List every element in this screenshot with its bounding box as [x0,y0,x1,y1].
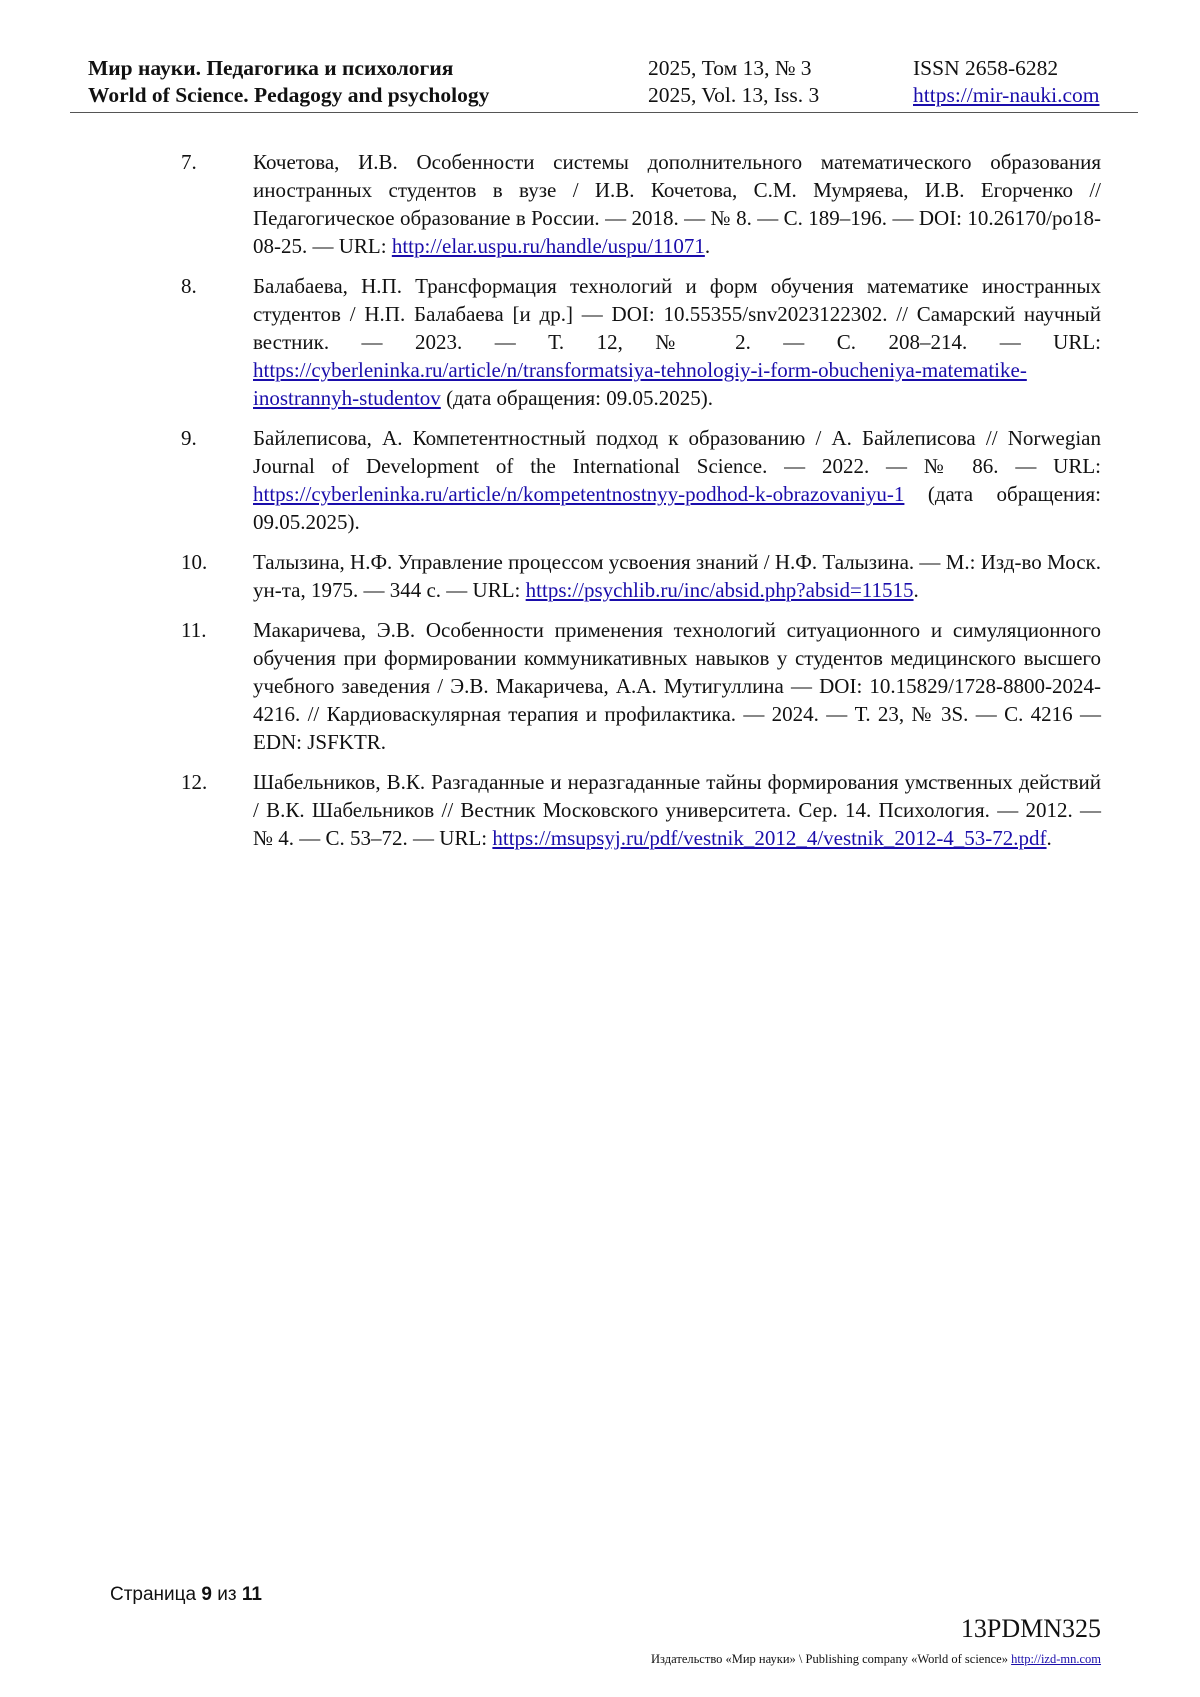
reference-item [0,548,1200,604]
article-code: 13PDMN325 [960,1614,1101,1643]
journal-site-link[interactable]: https://mir-nauki.com [913,83,1100,107]
reference-text [253,272,1101,412]
reference-item [0,768,1200,852]
reference-text [253,616,1101,756]
reference-item [0,148,1200,260]
issue-info-ru: 2025, Том 13, № 3 [648,56,812,80]
page-word: Страница [110,1584,197,1605]
reference-tail: . [1046,826,1052,850]
reference-body: Талызина, Н.Ф. Управление процессом усвоения знаний / Н.Ф. Талызина. — М.: Изд-во Моск. ун-та, 1975. — 344 с. — URL: [253,550,1101,602]
reference-text [253,768,1101,852]
running-header [88,55,1138,109]
reference-list [0,148,1200,864]
reference-item [0,424,1200,536]
header-row-ru [88,55,1138,82]
reference-item [0,616,1200,756]
reference-tail: . [913,578,919,602]
reference-link[interactable]: https://msupsyj.ru/pdf/vestnik_2012_4/vestnik_2012-4_53-72.pdf [492,826,1047,850]
reference-number: 7. [181,150,197,174]
page-counter [110,1584,262,1606]
header-row-en [88,82,1138,109]
reference-text [253,148,1101,260]
reference-number: 8. [181,274,197,298]
reference-body: Балабаева, Н.П. Трансформация технологий и форм обучения математике иностранных студентов / Н.П. Балабаева [и др.] — DOI: 10.55355/snv2023122302. // Самарский научный вестник. — 2023. — Т. 12, № 2. — С. 208–214. — URL: [253,274,1101,354]
reference-number: 10. [181,550,208,574]
publisher-link[interactable]: http://izd-mn.com [1011,1652,1101,1666]
issn: ISSN 2658-6282 [913,56,1059,80]
reference-tail: (дата обращения: 09.05.2025). [253,482,1101,534]
reference-link[interactable]: https://psychlib.ru/inc/absid.php?absid=11515 [525,578,914,602]
reference-tail: . [704,234,711,258]
reference-link[interactable]: https://cyberleninka.ru/article/n/kompetentnostnyy-podhod-k-obrazovaniyu-1 [253,482,905,506]
reference-body: Кочетова, И.В. Особенности системы дополнительного математического образования иностранных студентов в вузе / И.В. Кочетова, С.М. Мумряева, И.В. Егорченко // Педагогическое образование в России. — 2018. — № 8. — С. 189–196. — DOI: 10.26170/po18-08-25. — URL: [253,150,1101,258]
page-of: из [217,1584,237,1605]
reference-body: Макаричева, Э.В. Особенности применения технологий ситуационного и симуляционного обучения при формировании коммуникативных навыков у студентов медицинского высшего учебного заведения / Э.В. Макаричева, А.А. Мутигуллина — DOI: 10.15829/1728-8800-2024-4216. // Кардиоваскулярная терапия и профилактика. — 2024. — Т. 23, № 3S. — С. 4216 — EDN: JSFKTR. [253,618,1101,754]
reference-text [253,424,1101,536]
reference-text [253,548,1101,604]
publisher-line [651,1652,1101,1667]
header-divider [70,112,1138,113]
page-total: 11 [241,1584,262,1605]
reference-body: Байлеписова, А. Компетентностный подход к образованию / А. Байлеписова // Norwegian Journal of Development of the International Science. — 2022. — № 86. — URL: [253,426,1101,478]
reference-number: 9. [181,426,197,450]
page-current: 9 [201,1584,212,1605]
publisher-text: Издательство «Мир науки» \ Publishing company «World of science» [651,1652,1012,1666]
journal-title-ru: Мир науки. Педагогика и психология [88,56,454,80]
reference-tail: (дата обращения: 09.05.2025). [440,386,713,410]
journal-title-en: World of Science. Pedagogy and psychology [88,83,490,107]
reference-number: 12. [181,770,208,794]
reference-number: 11. [181,618,207,642]
issue-info-en: 2025, Vol. 13, Iss. 3 [648,83,820,107]
reference-item [0,272,1200,412]
reference-body: Шабельников, В.К. Разгаданные и неразгаданные тайны формирования умственных действий / В.К. Шабельников // Вестник Московского университета. Сер. 14. Психология. — 2012. — № 4. — С. 53–72. — URL: [253,770,1101,850]
reference-link[interactable]: http://elar.uspu.ru/handle/uspu/11071 [391,234,705,258]
reference-link[interactable]: https://cyberleninka.ru/article/n/transformatsiya-tehnologiy-i-form-obucheniya-matematike-inostrannyh-studentov [253,358,1027,410]
